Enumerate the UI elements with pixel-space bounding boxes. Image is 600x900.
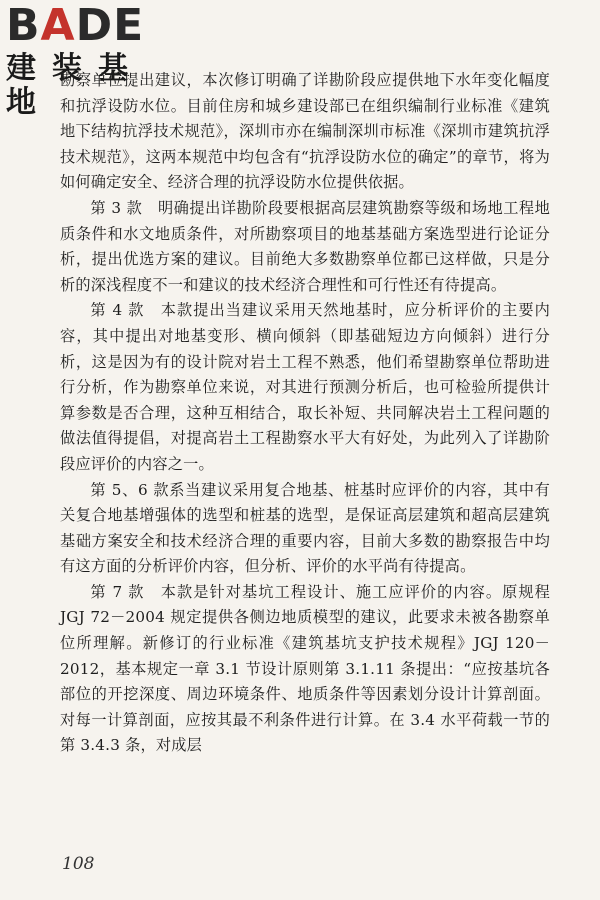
paragraph-5: 第 7 款 本款是针对基坑工程设计、施工应评价的内容。原规程 JGJ 72－2004 规定提供各侧边地质模型的建议，此要求未被各勘察单位所理解。新修订的行业标准《建筑基坑支护技术规程》JGJ 120－2012，基本规定一章 3.1 节设计原则第 3.1.11 条提出：“应按基坑各部位的开挖深度、周边环境条件、地质条件等因素划分设计计算剖面。对每一计算剖面，应按其最不利条件进行计算。在 3.4 水平荷载一节的第 3.4.3 条，对成层: [60, 582, 550, 755]
paragraph-1: 勘察单位提出建议，本次修订明确了详勘阶段应提供地下水年变化幅度和抗浮设防水位。目前住房和城乡建设部已在组织编制行业标准《建筑地下结构抗浮技术规范》，深圳市亦在编制深圳市标准《深圳市建筑抗浮技术规范》，这两本规范中均包含有“抗浮设防水位的确定”的章节，将为如何确定安全、经济合理的抗浮设防水位提供依据。: [60, 71, 550, 192]
page-number: 108: [62, 854, 95, 874]
document-body: [60, 68, 550, 759]
logo-wordmark: BADE: [6, 0, 145, 51]
logo-chinese-wordmark: 建装基地: [6, 51, 144, 120]
paragraph-4: 第 5、6 款系当建议采用复合地基、桩基时应评价的内容，其中有关复合地基增强体的选型和桩基的选型，是保证高层建筑和超高层建筑基础方案安全和技术经济合理的重要内容，目前大多数的勘察报告中均有这方面的分析评价内容，但分析、评价的水平尚有待提高。: [60, 480, 550, 576]
paragraph-3: 第 4 款 本款提出当建议采用天然地基时，应分析评价的主要内容，其中提出对地基变形、横向倾斜（即基础短边方向倾斜）进行分析，这是因为有的设计院对岩土工程不熟悉，他们希望勘察单位帮助进行分析，作为勘察单位来说，对其进行预测分析后，也可检验所提供计算参数是否合理，这种互相结合，取长补短、共同解决岩土工程问题的做法值得提倡，对提高岩土工程勘察水平大有好处，为此列入了详勘阶段应评价的内容之一。: [60, 301, 550, 473]
paragraph-2: 第 3 款 明确提出详勘阶段要根据高层建筑勘察等级和场地工程地质条件和水文地质条件，对所勘察项目的地基基础方案选型进行论证分析，提出优选方案的建议。目前绝大多数勘察单位都已这样做，只是分析的深浅程度不一和建议的技术经济合理性和可行性还有待提高。: [60, 198, 550, 294]
